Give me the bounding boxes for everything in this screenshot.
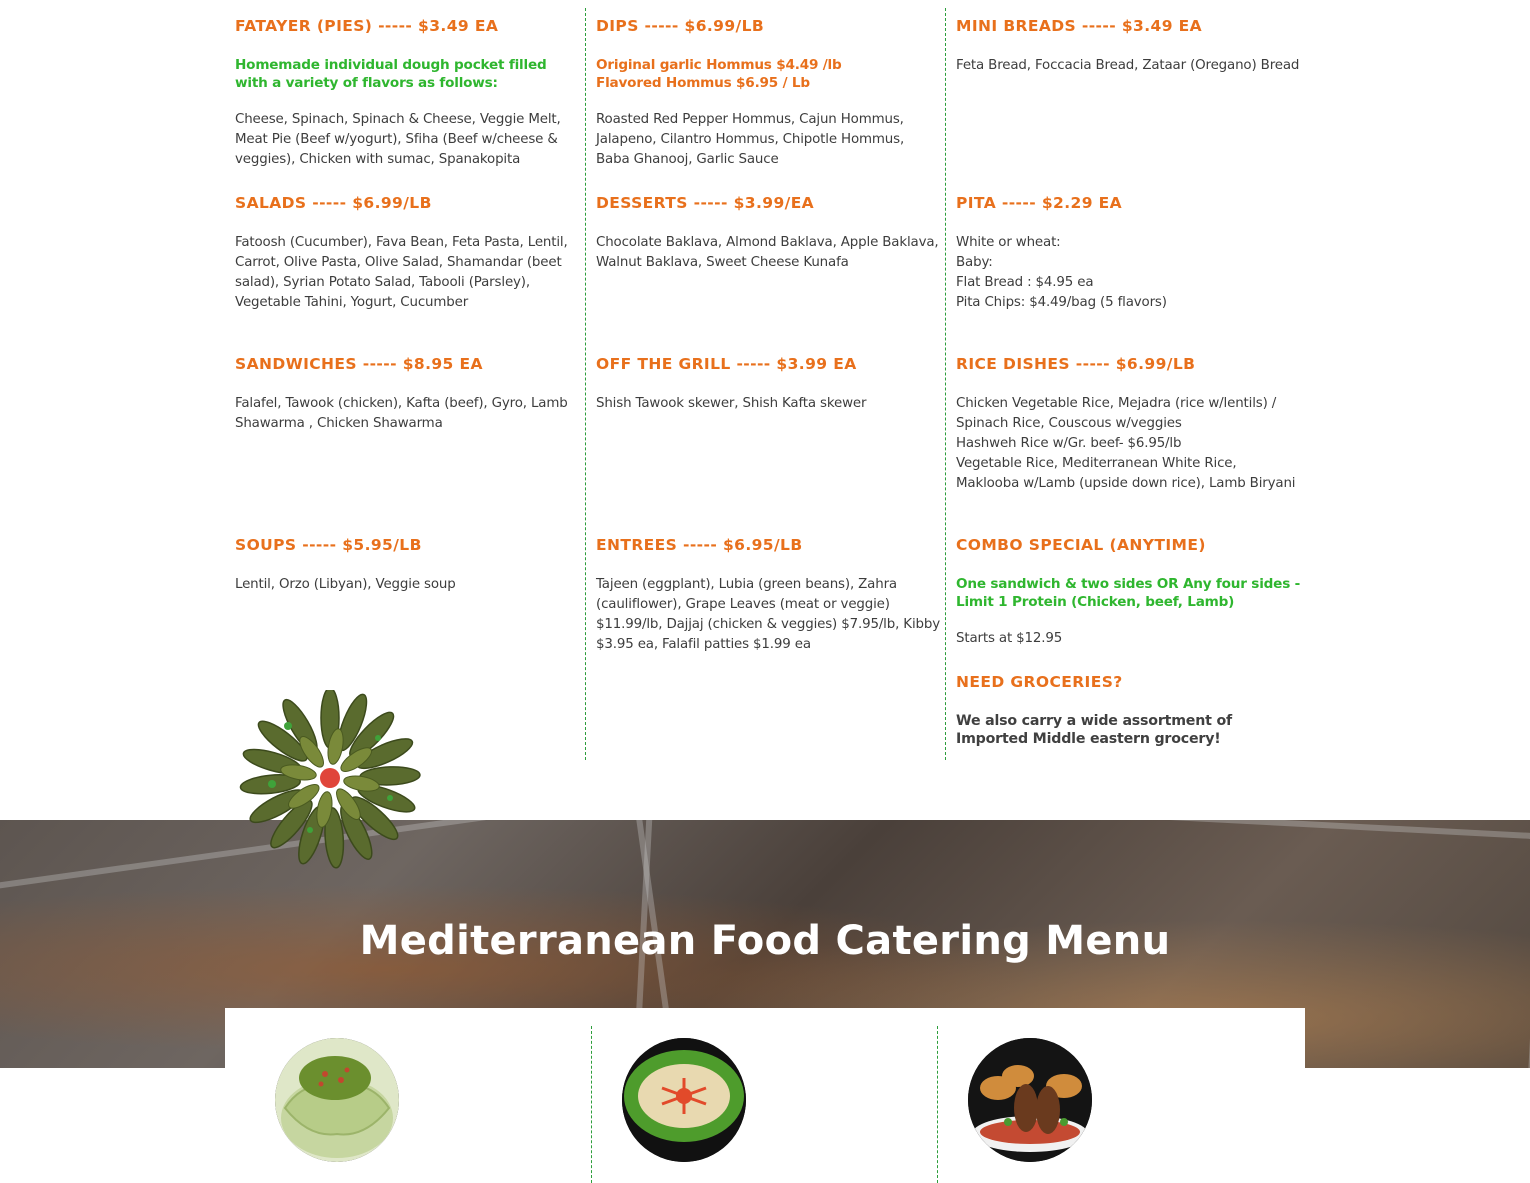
soups-description: Lentil, Orzo (Libyan), Veggie soup xyxy=(235,577,456,592)
dips-section xyxy=(596,16,941,170)
desserts-title: DESSERTS ----- $3.99/EA xyxy=(596,194,815,212)
entrees-title: ENTREES ----- $6.95/LB xyxy=(596,536,803,554)
combo-section xyxy=(956,535,1306,649)
rice-title: RICE DISHES ----- $6.99/LB xyxy=(956,355,1196,373)
sandwiches-section xyxy=(235,354,580,434)
desserts-section xyxy=(596,193,941,273)
grape-leaves-image xyxy=(230,690,430,885)
rice-line: Maklooba w/Lamb (upside down rice), Lamb Biryani xyxy=(956,476,1296,491)
dips-subtitle xyxy=(596,56,941,92)
banner-heading: Mediterranean Food Catering Menu xyxy=(359,918,1171,964)
pita-title: PITA ----- $2.29 EA xyxy=(956,194,1123,212)
menu-column-3 xyxy=(945,8,1305,760)
fatayer-subtitle: Homemade individual dough pocket filled with a variety of flavors as follows: xyxy=(235,57,547,91)
combo-description: Starts at $12.95 xyxy=(956,631,1063,646)
grill-title: OFF THE GRILL ----- $3.99 EA xyxy=(596,355,857,373)
menu-grid xyxy=(225,0,1305,760)
gallery-column-2 xyxy=(591,1026,937,1183)
dips-subtitle-line-1: Original garlic Hommus $4.49 /lb xyxy=(596,57,842,73)
gallery-column-1 xyxy=(225,1026,591,1183)
tabbouleh-image xyxy=(275,1038,399,1162)
combo-subtitle: One sandwich & two sides OR Any four sides - Limit 1 Protein (Chicken, beef, Lamb) xyxy=(956,576,1301,610)
dips-subtitle-line-2: Flavored Hommus $6.95 / Lb xyxy=(596,75,810,91)
grill-description: Shish Tawook skewer, Shish Kafta skewer xyxy=(596,396,867,411)
fatayer-title: FATAYER (PIES) ----- $3.49 EA xyxy=(235,17,499,35)
pita-line: Flat Bread : $4.95 ea xyxy=(956,275,1094,290)
dips-description: Roasted Red Pepper Hommus, Cajun Hommus, Jalapeno, Cilantro Hommus, Chipotle Hommus, Baba Ghanooj, Garlic Sauce xyxy=(596,112,905,167)
salads-section xyxy=(235,193,580,313)
soups-section xyxy=(235,535,580,595)
fatayer-description: Cheese, Spinach, Spinach & Cheese, Veggie Melt, Meat Pie (Beef w/yogurt), Sfiha (Beef w/cheese & veggies), Chicken with sumac, Spanakopita xyxy=(235,112,561,167)
pita-section xyxy=(956,193,1306,313)
food-gallery xyxy=(225,1008,1305,1183)
groceries-description: We also carry a wide assortment of Imported Middle eastern grocery! xyxy=(956,713,1232,747)
pita-line: White or wheat: xyxy=(956,235,1061,250)
tomato-garnish xyxy=(320,768,340,788)
grape-leaves-rolls xyxy=(240,690,421,868)
mini-breads-title: MINI BREADS ----- $3.49 EA xyxy=(956,17,1203,35)
desserts-description: Chocolate Baklava, Almond Baklava, Apple Baklava, Walnut Baklava, Sweet Cheese Kunafa xyxy=(596,235,939,270)
soups-title: SOUPS ----- $5.95/LB xyxy=(235,536,422,554)
pita-line: Pita Chips: $4.49/bag (5 flavors) xyxy=(956,295,1167,310)
mini-breads-section xyxy=(956,16,1306,76)
sandwiches-description: Falafel, Tawook (chicken), Kafta (beef), Gyro, Lamb Shawarma , Chicken Shawarma xyxy=(235,396,568,431)
pita-description xyxy=(956,233,1306,313)
entrees-description: Tajeen (eggplant), Lubia (green beans), Zahra (cauliflower), Grape Leaves (meat or veggie) $11.99/lb, Dajjaj (chicken & veggies) $7.95/lb, Kibby $3.95 ea, Falafil patties $1.99 ea xyxy=(596,577,940,652)
rice-line: Hashweh Rice w/Gr. beef- $6.95/lb xyxy=(956,436,1182,451)
rice-section xyxy=(956,354,1306,494)
entrees-section xyxy=(596,535,941,655)
groceries-section xyxy=(956,672,1306,748)
kibbeh-platter-image xyxy=(968,1038,1092,1162)
rice-description xyxy=(956,394,1306,494)
menu-column-2 xyxy=(585,8,945,760)
hommus-image xyxy=(622,1038,746,1162)
gallery-column-3 xyxy=(937,1026,1305,1183)
menu-column-1 xyxy=(225,8,585,760)
salads-title: SALADS ----- $6.99/LB xyxy=(235,194,432,212)
pita-line: Baby: xyxy=(956,255,993,270)
sandwiches-title: SANDWICHES ----- $8.95 EA xyxy=(235,355,483,373)
combo-title: COMBO SPECIAL (ANYTIME) xyxy=(956,536,1206,554)
rice-line: Chicken Vegetable Rice, Mejadra (rice w/lentils) / xyxy=(956,396,1277,411)
dips-title: DIPS ----- $6.99/LB xyxy=(596,17,765,35)
groceries-title: NEED GROCERIES? xyxy=(956,673,1123,691)
rice-line: Vegetable Rice, Mediterranean White Rice, xyxy=(956,456,1237,471)
rice-line: Spinach Rice, Couscous w/veggies xyxy=(956,416,1182,431)
grill-section xyxy=(596,354,941,414)
mini-breads-description: Feta Bread, Foccacia Bread, Zataar (Oregano) Bread xyxy=(956,58,1300,73)
fatayer-section xyxy=(235,16,580,170)
salads-description: Fatoosh (Cucumber), Fava Bean, Feta Pasta, Lentil, Carrot, Olive Pasta, Olive Salad, Shamandar (beet salad), Syrian Potato Salad, Tabooli (Parsley), Vegetable Tahini, Yogurt, Cucumber xyxy=(235,235,568,310)
